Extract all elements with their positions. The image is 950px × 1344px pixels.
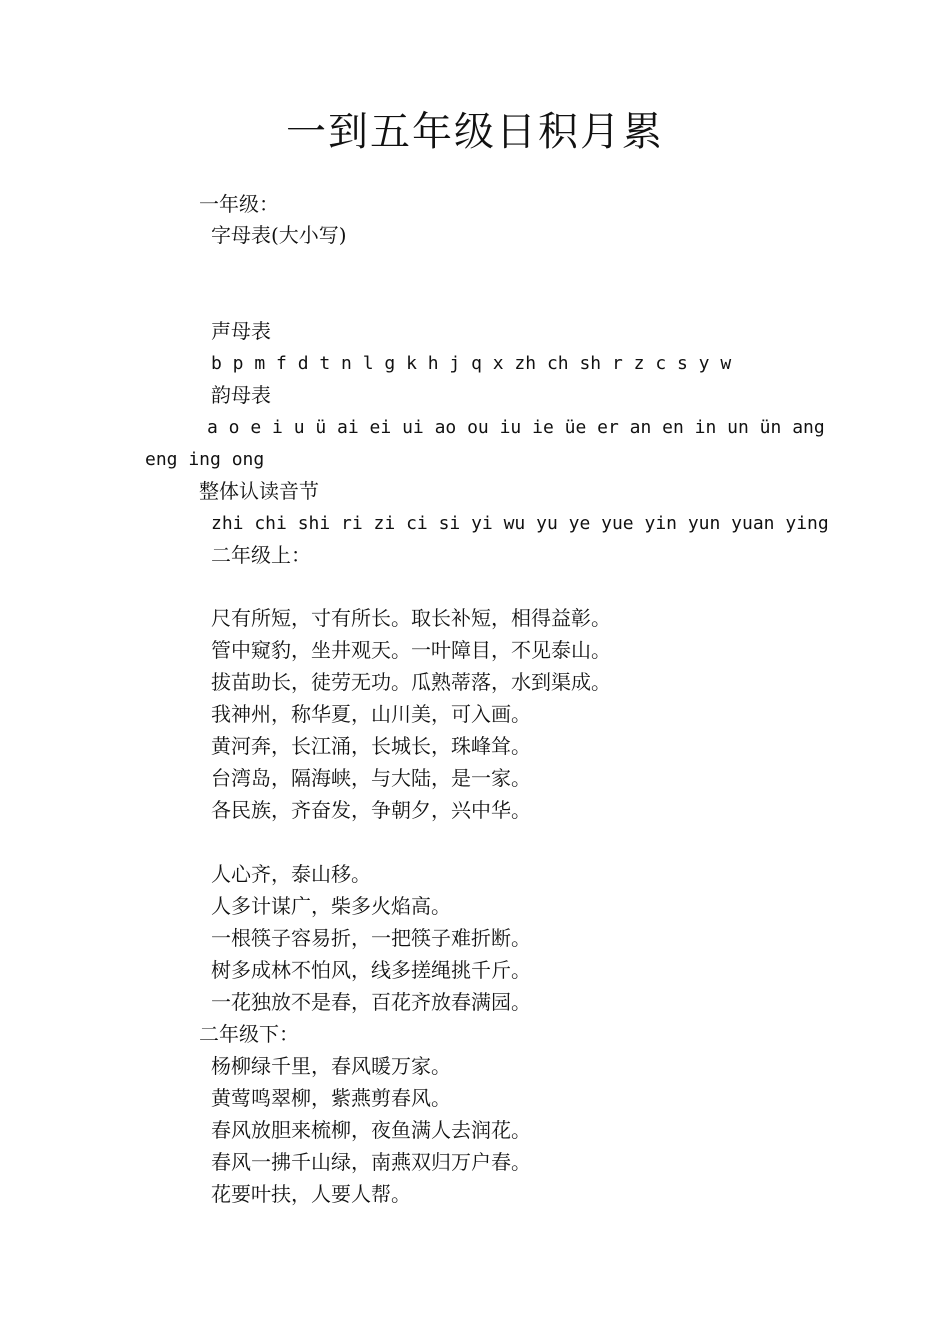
grade2-up-line: 黄河奔，长江涌，长城长，珠峰耸。 (211, 734, 531, 758)
initials-list: b p m f d t n l g k h j q x zh ch sh r z c s y w (211, 353, 732, 374)
finals-label: 韵母表 (211, 383, 271, 407)
grade2-up-line-b: 人多计谋广，柴多火焰高。 (211, 894, 451, 918)
page-title: 一到五年级日积月累 (286, 109, 664, 155)
grade2-up-line: 拔苗助长，徒劳无功。瓜熟蒂落，水到渠成。 (211, 670, 611, 694)
syllables-list: zhi chi shi ri zi ci si yi wu yu ye yue yin yun yuan ying (211, 513, 829, 534)
grade2-down-line: 黄莺鸣翠柳，紫燕剪春风。 (211, 1086, 451, 1110)
grade2-up-line: 管中窥豹，坐井观天。一叶障目，不见泰山。 (211, 638, 611, 662)
grade2-down-line: 春风放胆来梳柳，夜鱼满人去润花。 (211, 1118, 531, 1142)
syllables-label: 整体认读音节 (199, 479, 319, 503)
grade2-down-line: 花要叶扶，人要人帮。 (211, 1182, 411, 1206)
grade2-down-line: 杨柳绿千里，春风暖万家。 (211, 1054, 451, 1078)
initials-label: 声母表 (211, 319, 271, 343)
grade2-down-heading: 二年级下： (199, 1022, 299, 1046)
grade2-down-line: 春风一拂千山绿，南燕双归万户春。 (211, 1150, 531, 1174)
grade2-up-line-b: 一花独放不是春，百花齐放春满园。 (211, 990, 531, 1014)
alphabet-label: 字母表(大小写) (211, 223, 347, 247)
finals-list-line2: eng ing ong (145, 449, 265, 470)
grade2-up-heading: 二年级上： (211, 543, 311, 567)
grade2-up-line: 各民族，齐奋发，争朝夕，兴中华。 (211, 798, 531, 822)
grade2-up-line: 尺有所短，寸有所长。取长补短，相得益彰。 (211, 606, 611, 630)
finals-list-line1: a o e i u ü ai ei ui ao ou iu ie üe er an en in un ün ang (207, 417, 825, 438)
grade2-up-line-b: 树多成林不怕风，线多搓绳挑千斤。 (211, 958, 531, 982)
grade1-heading: 一年级： (199, 192, 279, 216)
grade2-up-line: 我神州，称华夏，山川美，可入画。 (211, 702, 531, 726)
grade2-up-line-b: 人心齐，泰山移。 (211, 862, 371, 886)
grade2-up-line: 台湾岛，隔海峡，与大陆，是一家。 (211, 766, 531, 790)
grade2-up-line-b: 一根筷子容易折，一把筷子难折断。 (211, 926, 531, 950)
